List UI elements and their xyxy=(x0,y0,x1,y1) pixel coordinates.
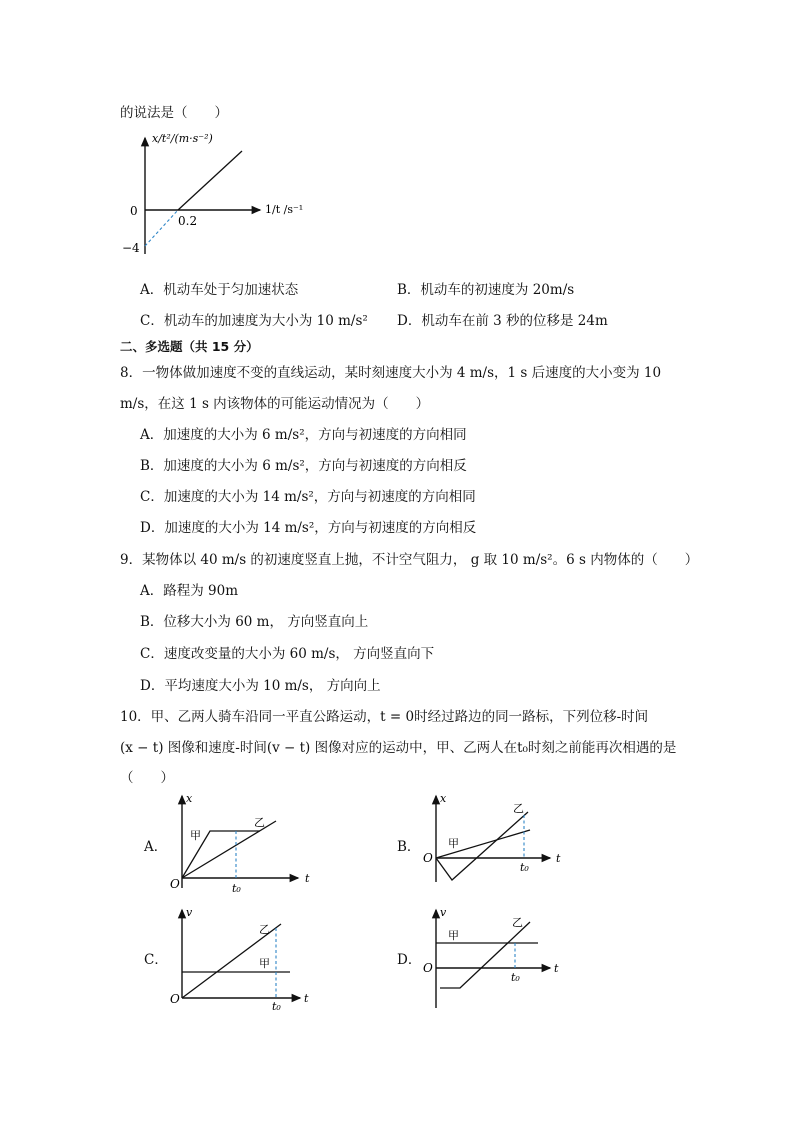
q7-option-d[interactable]: D．机动车在前 3 秒的位移是 24m xyxy=(397,313,608,329)
graph-d-origin: O xyxy=(423,961,433,975)
q7-extension xyxy=(145,210,178,246)
graph-a-t0: t₀ xyxy=(232,882,241,895)
graph-c-t-label: t xyxy=(304,992,309,1005)
q7-option-b[interactable]: B．机动车的初速度为 20m/s xyxy=(397,282,575,298)
q10-graph-d xyxy=(420,904,568,1012)
section-heading: 二、多选题（共 15 分） xyxy=(120,339,259,354)
q7-origin: 0 xyxy=(130,204,138,218)
q7-line xyxy=(178,151,242,210)
q7-y-intercept: −4 xyxy=(122,241,140,255)
q10-option-b-label[interactable]: B． xyxy=(397,839,421,855)
q7-x-label: 1/t /s⁻¹ xyxy=(265,203,304,216)
q9-option-a[interactable]: A．路程为 90m xyxy=(140,583,239,599)
graph-a-t-label: t xyxy=(305,872,310,885)
graph-b-y-label: x xyxy=(440,792,447,805)
q7-stem-tail: 的说法是（ ） xyxy=(120,105,228,121)
graph-c-jia: 甲 xyxy=(259,957,270,970)
q10-option-c-label[interactable]: C． xyxy=(144,952,168,968)
graph-a-origin: O xyxy=(170,877,180,891)
graph-d-t-label: t xyxy=(554,962,559,975)
graph-d-yi: 乙 xyxy=(512,916,523,929)
graph-b-yi: 乙 xyxy=(513,802,524,815)
graph-c-yi: 乙 xyxy=(259,923,270,936)
q8-option-b[interactable]: B．加速度的大小为 6 m/s²，方向与初速度的方向相反 xyxy=(140,458,467,474)
q9-option-c[interactable]: C．速度改变量的大小为 60 m/s， 方向竖直向下 xyxy=(140,646,435,662)
graph-b-jia: 甲 xyxy=(448,837,459,850)
graph-a-yi: 乙 xyxy=(254,816,265,829)
q9-stem: 9．某物体以 40 m/s 的初速度竖直上抛，不计空气阻力， g 取 10 m/s²。6 s 内物体的（ ） xyxy=(120,552,699,568)
q7-x-intercept: 0.2 xyxy=(178,214,198,228)
graph-c-y-label: v xyxy=(186,906,193,919)
q8-stem-line2: m/s，在这 1 s 内该物体的可能运动情况为（ ） xyxy=(120,396,430,412)
graph-a-jia: 甲 xyxy=(190,829,201,842)
graph-d-y-label: v xyxy=(440,906,447,919)
q10-stem-line3: （ ） xyxy=(120,770,174,786)
q9-option-d[interactable]: D．平均速度大小为 10 m/s， 方向向上 xyxy=(140,678,381,694)
q10-graph-b xyxy=(420,790,568,888)
q7-graph xyxy=(120,128,320,260)
graph-b-origin: O xyxy=(423,851,433,865)
q8-option-d[interactable]: D．加速度的大小为 14 m/s²，方向与初速度的方向相反 xyxy=(140,520,477,536)
q9-option-b[interactable]: B．位移大小为 60 m， 方向竖直向上 xyxy=(140,614,369,630)
q8-stem-line1: 8．一物体做加速度不变的直线运动，某时刻速度大小为 4 m/s，1 s 后速度的大小变为 10 xyxy=(120,365,662,381)
q10-graph-c xyxy=(168,904,318,1012)
graph-d-jia: 甲 xyxy=(448,929,459,942)
q7-y-label: x/t²/(m·s⁻²) xyxy=(152,132,213,145)
q10-stem-line2: (x − t) 图像和速度-时间(v − t) 图像对应的运动中，甲、乙两人在t₀时刻之前能再次相遇的是 xyxy=(120,740,677,756)
q8-option-c[interactable]: C．加速度的大小为 14 m/s²，方向与初速度的方向相同 xyxy=(140,489,476,505)
q10-graph-a xyxy=(168,790,318,895)
q7-option-c[interactable]: C．机动车的加速度为大小为 10 m/s² xyxy=(140,313,368,329)
graph-d-t0: t₀ xyxy=(511,971,520,984)
q7-option-a[interactable]: A．机动车处于匀加速状态 xyxy=(140,282,299,298)
graph-c-origin: O xyxy=(170,992,180,1006)
q8-option-a[interactable]: A．加速度的大小为 6 m/s²，方向与初速度的方向相同 xyxy=(140,427,467,443)
q10-option-d-label[interactable]: D． xyxy=(397,952,422,968)
graph-b-t0: t₀ xyxy=(520,861,529,874)
q10-option-a-label[interactable]: A． xyxy=(144,839,168,855)
graph-b-t-label: t xyxy=(556,852,561,865)
graph-c-t0: t₀ xyxy=(272,1000,281,1012)
graph-a-y-label: x xyxy=(186,792,193,805)
q10-stem-line1: 10．甲、乙两人骑车沿同一平直公路运动，t = 0时经过路边的同一路标，下列位移-时间 xyxy=(120,709,649,725)
